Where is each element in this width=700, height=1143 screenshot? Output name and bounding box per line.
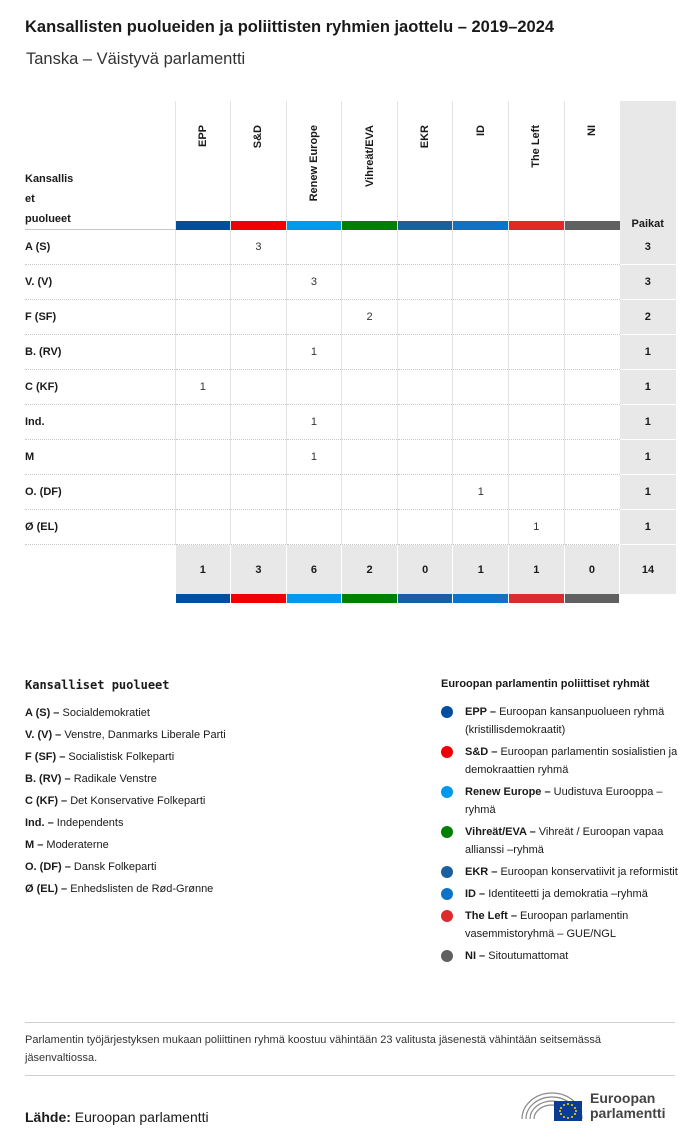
- row-seat-total-cell: 1: [620, 475, 676, 510]
- legend-party-name: Moderaterne: [46, 839, 109, 851]
- row-seat-total-cell: 1: [620, 335, 676, 370]
- legend-party-name: Socialdemokratiet: [62, 707, 150, 719]
- national-legend-item: [25, 878, 405, 900]
- table-row: [25, 335, 676, 370]
- legend-party-name: Det Konservative Folkeparti: [70, 795, 206, 807]
- party-name-cell: Ø (EL): [25, 510, 175, 545]
- party-name-cell: F (SF): [25, 300, 175, 335]
- group-column-label: [586, 125, 598, 136]
- seat-count-cell: 1: [509, 510, 565, 545]
- legend-abbreviation: C (KF) –: [25, 795, 68, 807]
- legend-abbreviation: Renew Europe –: [465, 786, 551, 798]
- group-total-value: 0: [422, 563, 429, 576]
- group-color-bar: [398, 221, 453, 230]
- legend-group-name: Euroopan parlamentin vasemmistoryhmä – GUE/NGL: [465, 910, 629, 940]
- legend-abbreviation: Vihreät/EVA –: [465, 826, 536, 838]
- seat-count-cell: [453, 405, 509, 440]
- seat-count-cell: [231, 335, 287, 370]
- seat-count-cell: [453, 370, 509, 405]
- legend-abbreviation: ID –: [465, 888, 486, 900]
- seat-count-cell: [175, 475, 231, 510]
- seat-count-cell: [397, 475, 453, 510]
- national-legend-item: [25, 768, 405, 790]
- group-total-cell: [175, 545, 231, 595]
- group-column-label-text: The Left: [530, 125, 543, 168]
- party-name-cell: O. (DF): [25, 475, 175, 510]
- seat-count-cell: [286, 475, 342, 510]
- legend-abbreviation: EPP –: [465, 706, 496, 718]
- legend-group-name: Euroopan konservatiivit ja reformistit: [500, 866, 678, 878]
- seat-count-cell: [342, 475, 398, 510]
- national-legend-item: [25, 834, 405, 856]
- group-total-cell: [286, 545, 342, 595]
- group-column-label-text: ID: [474, 125, 487, 136]
- group-color-bar: [287, 594, 342, 603]
- page-title: Kansallisten puolueiden ja poliittisten ryhmien jaottelu – 2019–2024: [25, 18, 555, 36]
- seat-count-cell: 3: [231, 230, 287, 265]
- seat-count-cell: [342, 405, 398, 440]
- group-color-dot-icon: [441, 888, 453, 900]
- seat-count-cell: [397, 300, 453, 335]
- legend-abbreviation: NI –: [465, 950, 486, 962]
- legend-party-name: Enhedslisten de Rød-Grønne: [70, 883, 214, 895]
- seat-count-cell: [564, 440, 620, 475]
- group-color-bar: [509, 221, 564, 230]
- table-row: [25, 475, 676, 510]
- seat-count-cell: [564, 475, 620, 510]
- divider: [25, 1075, 675, 1076]
- group-color-bar: [565, 221, 620, 230]
- group-column-label: [530, 125, 542, 168]
- seat-count-cell: [509, 265, 565, 300]
- seat-count-cell: 1: [453, 475, 509, 510]
- national-legend-item: [25, 746, 405, 768]
- legend-abbreviation: V. (V) –: [25, 729, 62, 741]
- legend-group-name: Vihreät / Euroopan vapaa allianssi –ryhmä: [465, 826, 664, 856]
- group-color-dot-icon: [441, 866, 453, 878]
- group-column-header: [231, 101, 287, 230]
- seat-count-cell: [342, 370, 398, 405]
- group-total-cell: [453, 545, 509, 595]
- footnote: Parlamentin työjärjestyksen mukaan poliittinen ryhmä koostuu vähintään 23 valitusta jäsenestä vähintään seitsemässä jäsenvaltiossa.: [25, 1034, 601, 1064]
- group-color-bar: [453, 594, 508, 603]
- seat-count-cell: [509, 475, 565, 510]
- source-value: Euroopan parlamentti: [74, 1109, 209, 1125]
- table-row: [25, 265, 676, 300]
- row-seat-total-cell: 3: [620, 265, 676, 300]
- seat-count-cell: [231, 265, 287, 300]
- parliament-hemicycle-icon: [518, 1085, 588, 1125]
- party-column-header: [25, 101, 175, 230]
- seat-count-cell: [509, 230, 565, 265]
- seat-count-cell: [453, 335, 509, 370]
- seat-count-cell: [342, 510, 398, 545]
- totals-row: [25, 545, 676, 595]
- grand-total-cell: 14: [620, 545, 676, 595]
- row-seat-total-cell: 1: [620, 440, 676, 475]
- group-color-bar: [398, 594, 453, 603]
- group-legend-item: [441, 783, 681, 819]
- legend-group-name: Uudistuva Eurooppa –ryhmä: [465, 786, 663, 816]
- table-row: [25, 370, 676, 405]
- group-total-value: 1: [199, 563, 206, 576]
- seat-count-cell: [231, 440, 287, 475]
- seat-count-cell: [175, 405, 231, 440]
- party-name-cell: C (KF): [25, 370, 175, 405]
- group-total-value: 1: [533, 563, 540, 576]
- group-column-label: [252, 125, 264, 148]
- group-color-bar: [453, 221, 508, 230]
- national-legend-item: [25, 812, 405, 834]
- group-total-value: 0: [588, 563, 596, 576]
- seat-count-cell: [286, 300, 342, 335]
- legend-party-name: Venstre, Danmarks Liberale Parti: [64, 729, 226, 741]
- divider: [25, 1022, 675, 1023]
- seat-count-cell: [175, 300, 231, 335]
- legend-abbreviation: S&D –: [465, 746, 498, 758]
- national-legend-item: [25, 702, 405, 724]
- political-groups-legend: [441, 678, 681, 969]
- seat-count-cell: [342, 230, 398, 265]
- seat-count-cell: 1: [286, 335, 342, 370]
- group-color-bar: [565, 594, 620, 603]
- seat-count-cell: [564, 230, 620, 265]
- group-legend-item: [441, 947, 681, 965]
- group-total-value: 2: [366, 563, 373, 576]
- legend-group-name: Sitoutumattomat: [488, 950, 569, 962]
- legend-party-name: Dansk Folkeparti: [73, 861, 157, 873]
- legend-group-name: Euroopan kansanpuolueen ryhmä (kristillisdemokraatit): [465, 706, 665, 736]
- seat-count-cell: [175, 335, 231, 370]
- seat-count-cell: [564, 300, 620, 335]
- legend-group-name: Euroopan parlamentin sosialistien ja demokraattien ryhmä: [465, 746, 678, 776]
- group-column-header: [286, 101, 342, 230]
- party-column-header-label: Kansallis et puolueet: [25, 173, 74, 225]
- group-legend-item: [441, 885, 681, 903]
- logo-line2: parlamentti: [590, 1105, 666, 1121]
- row-seat-total-cell: 1: [620, 405, 676, 440]
- seat-count-cell: [342, 265, 398, 300]
- groups-legend-heading: Euroopan parlamentin poliittiset ryhmät: [441, 678, 650, 690]
- seat-count-cell: [286, 370, 342, 405]
- group-column-label: [364, 125, 376, 187]
- seat-count-cell: 1: [286, 405, 342, 440]
- legend-abbreviation: O. (DF) –: [25, 861, 71, 873]
- seat-count-cell: [564, 510, 620, 545]
- legend-abbreviation: Ø (EL) –: [25, 883, 68, 895]
- legend-party-name: Independents: [56, 817, 124, 829]
- seat-count-cell: [453, 510, 509, 545]
- group-color-bar: [287, 221, 342, 230]
- group-column-header: [564, 101, 620, 230]
- row-seat-total-cell: 1: [620, 370, 676, 405]
- group-column-label: [475, 125, 487, 136]
- seat-count-cell: [286, 230, 342, 265]
- seat-count-cell: [231, 300, 287, 335]
- legend-abbreviation: A (S) –: [25, 707, 60, 719]
- party-name-cell: V. (V): [25, 265, 175, 300]
- group-color-dot-icon: [441, 950, 453, 962]
- group-column-label-text: EPP: [196, 125, 209, 148]
- group-color-dot-icon: [441, 706, 453, 718]
- group-legend-item: [441, 743, 681, 779]
- seat-count-cell: 3: [286, 265, 342, 300]
- seat-count-cell: [231, 405, 287, 440]
- group-color-dot-icon: [441, 910, 453, 922]
- group-legend-item: [441, 703, 681, 739]
- seat-count-cell: [175, 265, 231, 300]
- seat-count-cell: [453, 300, 509, 335]
- legend-party-name: Radikale Venstre: [73, 773, 157, 785]
- group-color-bar: [231, 221, 286, 230]
- logo-line1: Euroopan: [590, 1090, 656, 1106]
- seat-count-cell: [397, 370, 453, 405]
- seat-count-cell: [231, 475, 287, 510]
- seat-count-cell: [397, 230, 453, 265]
- group-total-cell: [509, 545, 565, 595]
- group-column-label-text: Vihreät/EVA: [363, 125, 376, 187]
- seat-count-cell: [286, 510, 342, 545]
- legend-abbreviation: EKR –: [465, 866, 498, 878]
- group-column-label: [419, 125, 431, 148]
- legend-party-name: Socialistisk Folkeparti: [68, 751, 175, 763]
- seat-count-cell: [231, 370, 287, 405]
- group-total-cell: [342, 545, 398, 595]
- group-total-value: 3: [255, 563, 262, 576]
- national-legend-item: [25, 724, 405, 746]
- seat-count-cell: [564, 335, 620, 370]
- seat-count-cell: [397, 440, 453, 475]
- source-label: Lähde:: [25, 1109, 71, 1125]
- group-column-label-text: NI: [586, 125, 599, 136]
- group-column-label: [308, 125, 320, 201]
- group-column-header: [453, 101, 509, 230]
- group-color-dot-icon: [441, 826, 453, 838]
- party-name-cell: A (S): [25, 230, 175, 265]
- group-color-bar: [176, 594, 231, 603]
- seat-count-cell: [342, 440, 398, 475]
- seat-count-cell: [231, 510, 287, 545]
- seat-count-cell: [564, 265, 620, 300]
- group-color-bar: [342, 594, 397, 603]
- seat-count-cell: 1: [286, 440, 342, 475]
- row-seat-total-cell: 1: [620, 510, 676, 545]
- group-total-cell: [397, 545, 453, 595]
- distribution-table: [25, 101, 676, 594]
- national-parties-legend: [25, 678, 405, 900]
- page-subtitle: Tanska – Väistyvä parlamentti: [26, 50, 246, 68]
- national-legend-item: [25, 856, 405, 878]
- seat-count-cell: [509, 405, 565, 440]
- legend-abbreviation: M –: [25, 839, 44, 851]
- group-column-header: [509, 101, 565, 230]
- table-row: [25, 405, 676, 440]
- group-total-value: 1: [477, 563, 484, 576]
- group-column-label-text: S&D: [252, 125, 265, 149]
- table-row: [25, 300, 676, 335]
- group-column-header: [175, 101, 231, 230]
- group-color-dot-icon: [441, 746, 453, 758]
- group-legend-item: [441, 823, 681, 859]
- national-legend-item: [25, 790, 405, 812]
- legend-abbreviation: B. (RV) –: [25, 773, 71, 785]
- row-seat-total-cell: 3: [620, 230, 676, 265]
- legend-group-name: Identiteetti ja demokratia –ryhmä: [488, 888, 648, 900]
- party-name-cell: B. (RV): [25, 335, 175, 370]
- seat-count-cell: [509, 300, 565, 335]
- legend-abbreviation: Ind. –: [25, 817, 54, 829]
- seat-count-cell: [453, 440, 509, 475]
- seat-count-cell: 1: [175, 370, 231, 405]
- group-color-bar: [176, 221, 231, 230]
- group-column-label: [197, 125, 209, 147]
- legend-abbreviation: The Left –: [465, 910, 517, 922]
- seat-count-cell: [509, 440, 565, 475]
- seat-count-cell: [175, 230, 231, 265]
- national-legend-heading: Kansalliset puolueet: [25, 678, 170, 692]
- legend-abbreviation: F (SF) –: [25, 751, 66, 763]
- table-row: [25, 440, 676, 475]
- group-color-bar: [231, 594, 286, 603]
- seat-count-cell: [175, 440, 231, 475]
- group-total-cell: [231, 545, 287, 595]
- source-line: [25, 1109, 209, 1125]
- seat-count-cell: [342, 335, 398, 370]
- party-name-cell: M: [25, 440, 175, 475]
- totals-row-spacer: [25, 545, 175, 595]
- group-column-header: [397, 101, 453, 230]
- group-column-label-text: Renew Europe: [307, 125, 320, 202]
- seat-count-cell: [397, 335, 453, 370]
- seat-count-cell: [397, 265, 453, 300]
- group-legend-item: [441, 863, 681, 881]
- seat-count-cell: [564, 405, 620, 440]
- seats-column-header: Paikat: [620, 101, 676, 230]
- table-row: [25, 230, 676, 265]
- group-color-bar: [342, 221, 397, 230]
- party-name-cell: Ind.: [25, 405, 175, 440]
- seat-count-cell: [509, 370, 565, 405]
- european-parliament-logo: [518, 1085, 678, 1125]
- group-column-label-text: EKR: [419, 125, 432, 149]
- group-color-bar: [509, 594, 564, 603]
- table-row: [25, 510, 676, 545]
- group-total-value: 6: [310, 563, 318, 576]
- row-seat-total-cell: 2: [620, 300, 676, 335]
- seat-count-cell: [397, 510, 453, 545]
- group-column-header: [342, 101, 398, 230]
- seat-count-cell: [453, 230, 509, 265]
- seat-count-cell: [453, 265, 509, 300]
- seat-count-cell: [175, 510, 231, 545]
- seat-count-cell: [397, 405, 453, 440]
- group-total-cell: [564, 545, 620, 595]
- seat-count-cell: [564, 370, 620, 405]
- seat-count-cell: 2: [342, 300, 398, 335]
- seat-count-cell: [509, 335, 565, 370]
- group-legend-item: [441, 907, 681, 943]
- group-color-dot-icon: [441, 786, 453, 798]
